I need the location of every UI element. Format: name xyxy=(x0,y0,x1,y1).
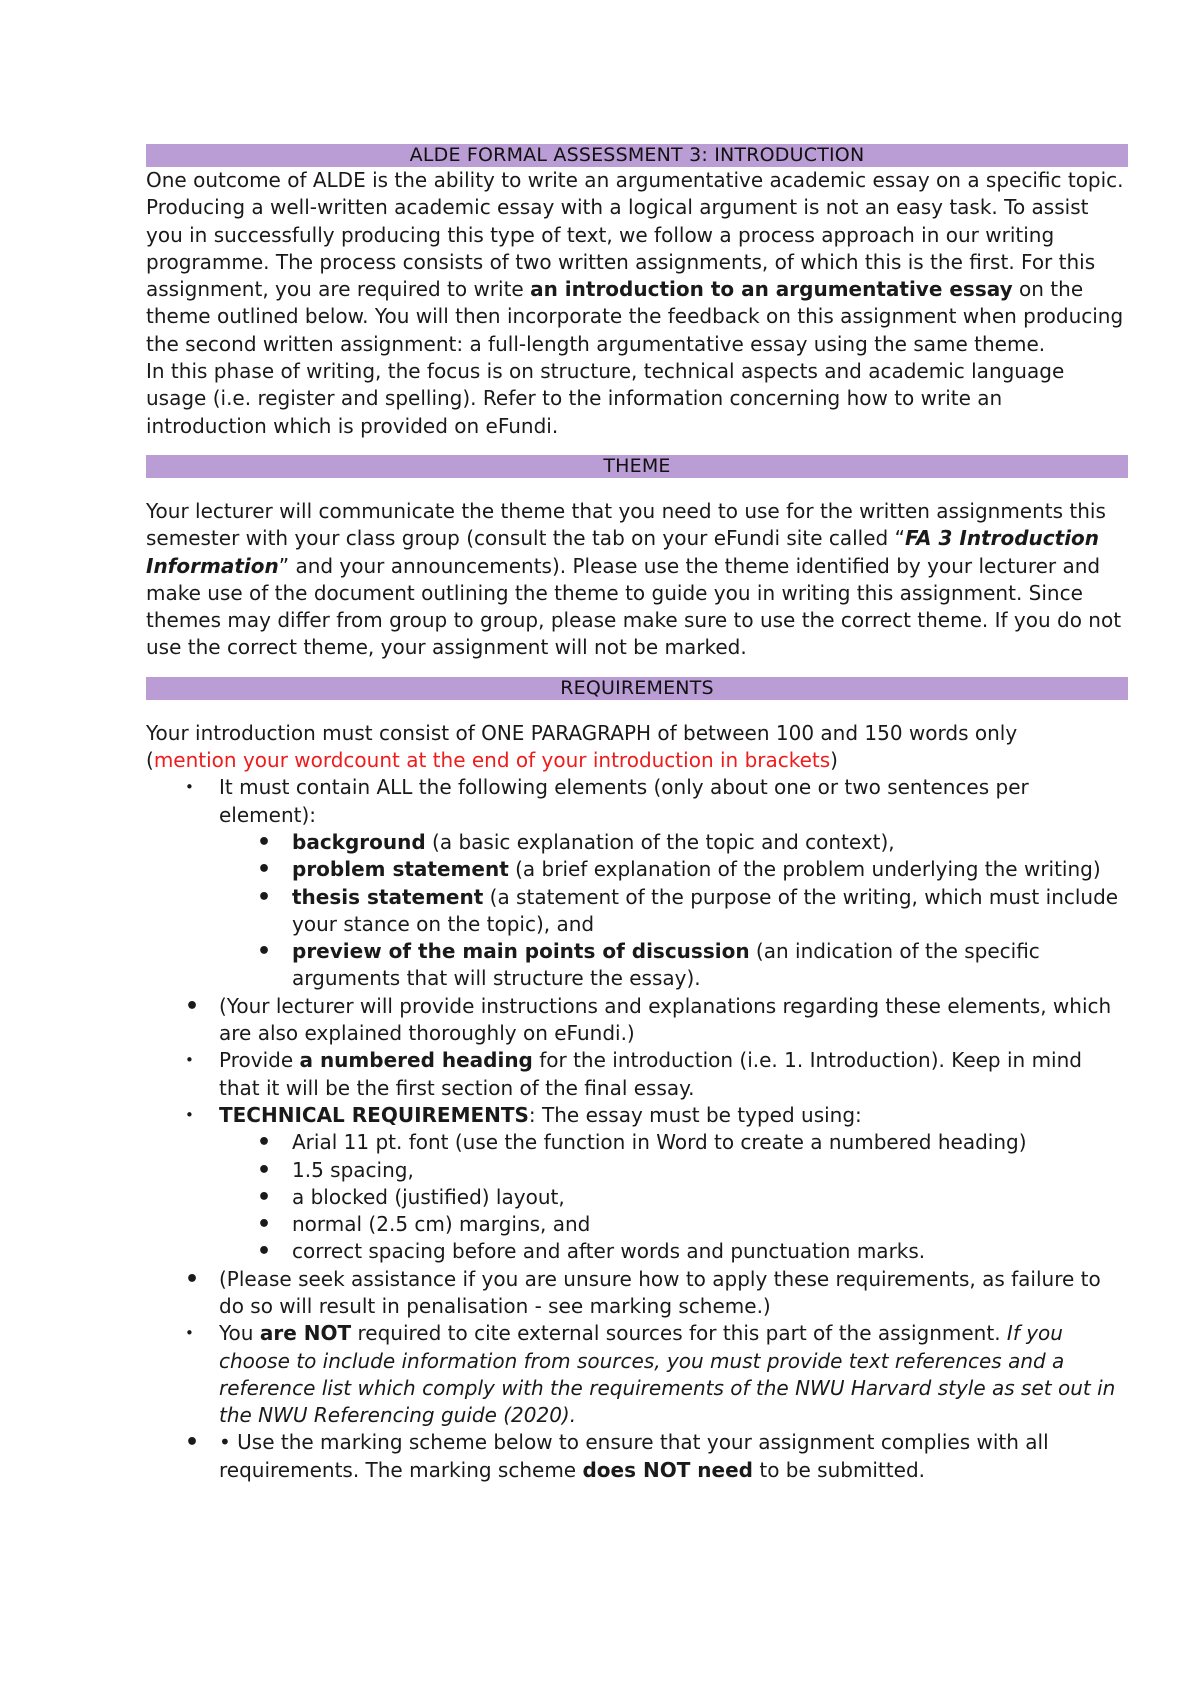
list-item: • normal (2.5 cm) margins, and xyxy=(257,1212,591,1238)
section-heading-requirements: REQUIREMENTS xyxy=(146,677,1128,700)
list-item: • Provide a numbered heading for the introduction (i.e. 1. Introduction). Keep in mind that it will be the first section of the final essay. xyxy=(185,1048,1082,1100)
bullet-icon: • xyxy=(257,1212,272,1238)
bullet-icon: • xyxy=(185,1051,194,1070)
section-heading-theme: THEME xyxy=(146,455,1128,478)
bullet-icon: • xyxy=(257,829,272,855)
document-content xyxy=(146,144,1128,1484)
bullet-icon: • xyxy=(185,1324,194,1343)
focus-paragraph: In this phase of writing, the focus is on structure, technical aspects and academic language usage (i.e. register and spelling). Refer to the information concerning how to write an introduction which is provided on eFundi. xyxy=(146,359,1065,438)
bullet-icon: • xyxy=(257,1239,272,1265)
list-item: • (Please seek assistance if you are unsure how to apply these requirements, as failure to do so will result in penalisation - see marking scheme.) xyxy=(185,1266,1101,1318)
list-item: • problem statement (a brief explanation of the problem underlying the writing) xyxy=(257,857,1101,883)
theme-paragraph: Your lecturer will communicate the theme that you need to use for the written assignments this semester with your class group (consult the tab on your eFundi site called “FA 3 Introduction Information” and your announcements). Please use the theme identified by your lecturer and make use of the document outlining the theme to guide you in writing this assignment. Since themes may differ from group to group, please make sure to use the correct theme. If you do not use the correct theme, your assignment will not be marked. xyxy=(146,498,1122,660)
list-item: • preview of the main points of discussion (an indication of the specific arguments that will structure the essay). xyxy=(257,939,1040,991)
list-item: • background (a basic explanation of the topic and context), xyxy=(257,829,895,855)
section-heading-introduction: ALDE FORMAL ASSESSMENT 3: INTRODUCTION xyxy=(146,144,1128,167)
requirements-intro: Your introduction must consist of ONE PARAGRAPH of between 100 and 150 words only (mention your wordcount at the end of your introduction in brackets) xyxy=(146,720,1018,773)
bullet-icon: • xyxy=(185,1430,200,1456)
bullet-icon: • xyxy=(257,884,272,910)
bullet-icon: • xyxy=(257,1184,272,1210)
list-item: • TECHNICAL REQUIREMENTS: The essay must be typed using: • Arial 11 pt. font (use the function in Word to create a numbered heading) • 1.5 spacing, • a blocked (justified) layout, • normal (2.5 cm) margins, and • correct spacing before and after words and punctuation marks. xyxy=(146,1102,1128,1266)
intro-paragraph: One outcome of ALDE is the ability to write an argumentative academic essay on a specific topic. Producing a well-written academic essay with a logical argument is not an easy task. To assist you in successfully producing this type of text, we follow a process approach in our writing programme. The process consists of two written assignments, of which this is the first. For this assignment, you are required to write an introduction to an argumentative essay on the theme outlined below. You will then incorporate the feedback on this assignment when producing the second written assignment: a full-length argumentative essay using the same theme. xyxy=(146,168,1124,356)
intro-bold-phrase: an introduction to an argumentative essay xyxy=(530,277,1013,302)
bullet-icon: • xyxy=(257,939,272,965)
bullet-icon: • xyxy=(257,1130,272,1156)
list-item: • Arial 11 pt. font (use the function in Word to create a numbered heading) xyxy=(257,1130,1027,1156)
elements-list xyxy=(219,829,1128,993)
list-item: • a blocked (justified) layout, xyxy=(257,1184,565,1210)
list-item: • correct spacing before and after words and punctuation marks. xyxy=(257,1239,926,1265)
requirements-list xyxy=(146,774,1128,1484)
list-item: • 1.5 spacing, xyxy=(257,1157,414,1183)
bullet-icon: • xyxy=(185,778,194,797)
bullet-icon: • xyxy=(185,993,200,1019)
bullet-icon: • xyxy=(257,857,272,883)
list-item: • thesis statement (a statement of the purpose of the writing, which must include your stance on the topic), and xyxy=(257,884,1119,936)
list-item: • • Use the marking scheme below to ensure that your assignment complies with all requirements. The marking scheme does NOT need to be submitted. xyxy=(185,1430,1049,1482)
technical-list xyxy=(219,1129,1128,1265)
list-item: • It must contain ALL the following elements (only about one or two sentences per element): • background (a basic explanation of the topic and context), • problem statement (a brief explanation of the problem underlying the writing) • thesis statement (a statement of the purpose of the writing, which must include your stance on the topic), and • preview of the main points of discussion (an indication of the specific arguments that will structure the essay). xyxy=(146,774,1128,992)
list-item: • (Your lecturer will provide instructions and explanations regarding these elements, which are also explained thoroughly on eFundi.) xyxy=(185,993,1112,1046)
bullet-icon: • xyxy=(257,1157,272,1183)
theme-tab-name: FA 3 Introduction Information xyxy=(146,526,1100,578)
bullet-icon: • xyxy=(185,1105,194,1124)
wordcount-note: mention your wordcount at the end of your introduction in brackets xyxy=(153,748,831,773)
bullet-icon: • xyxy=(185,1266,200,1292)
list-item: • You are NOT required to cite external sources for this part of the assignment. If you choose to include information from sources, you must provide text references and a reference list which comply with the requirements of the NWU Harvard style as set out in the NWU Referencing guide (2020). xyxy=(185,1321,1116,1428)
